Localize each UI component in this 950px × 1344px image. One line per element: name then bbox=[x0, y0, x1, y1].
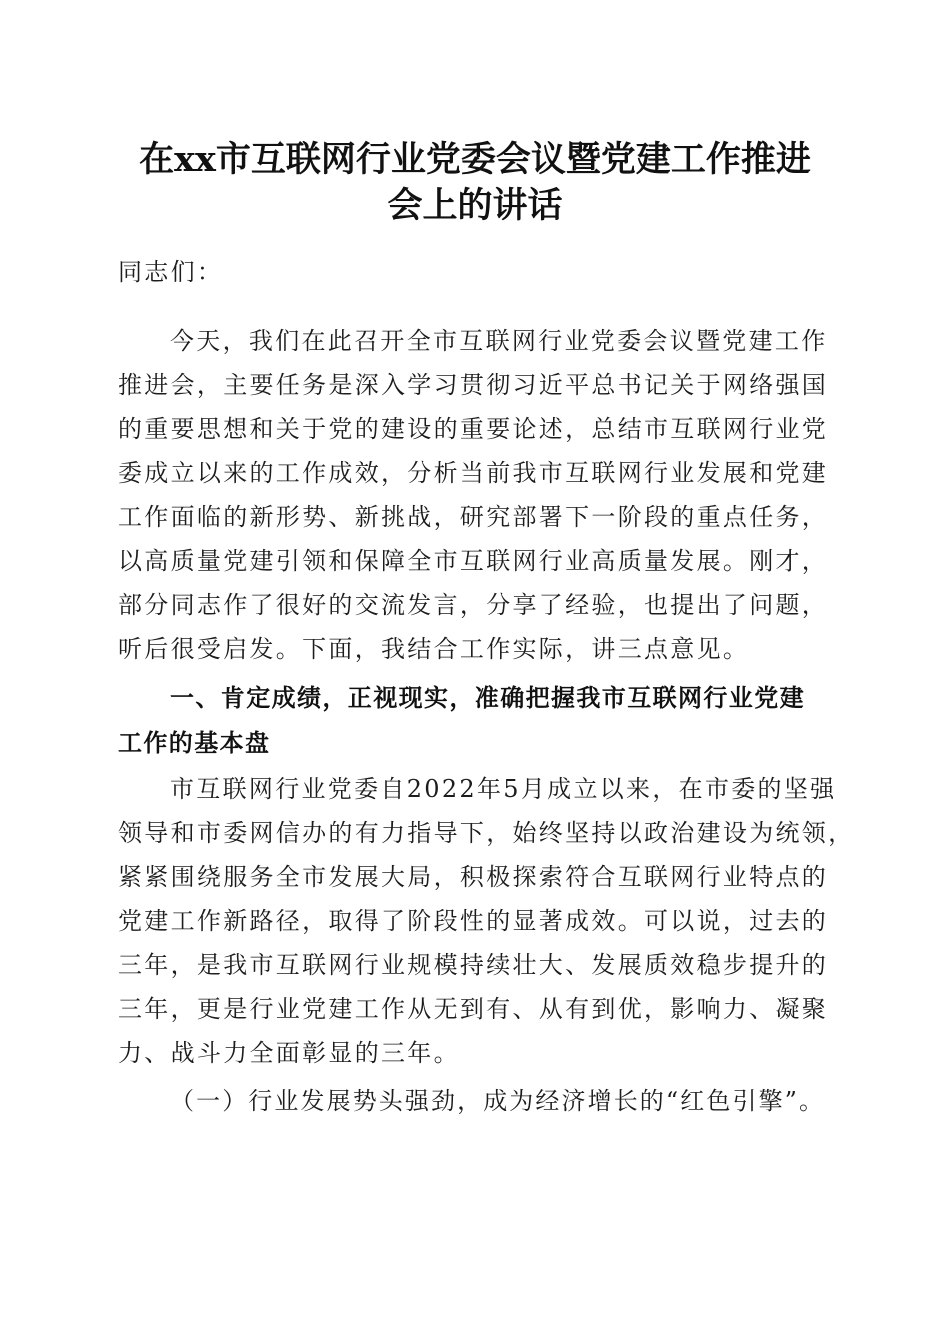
intro-paragraph-line: 今天，我们在此召开全市互联网行业党委会议暨党建工作 bbox=[170, 327, 828, 355]
section-paragraph-line: 三年，是我市互联网行业规模持续壮大、发展质效稳步提升的 bbox=[118, 951, 829, 979]
section-paragraph-line: 力、战斗力全面彰显的三年。 bbox=[118, 1039, 460, 1067]
document-title-line-2: 会上的讲话 bbox=[387, 185, 563, 226]
section-paragraph-line: 三年，更是行业党建工作从无到有、从有到优，影响力、凝聚 bbox=[118, 995, 829, 1023]
intro-paragraph-line: 听后很受启发。下面，我结合工作实际，讲三点意见。 bbox=[118, 635, 750, 663]
subsection-heading: （一）行业发展势头强劲，成为经济增长的“红色引擎”。 bbox=[170, 1087, 826, 1115]
salutation: 同志们： bbox=[118, 258, 224, 286]
document-title-line-1: 在xx市互联网行业党委会议暨党建工作推进 bbox=[139, 139, 811, 180]
intro-paragraph-line: 推进会，主要任务是深入学习贯彻习近平总书记关于网络强国 bbox=[118, 371, 829, 399]
section-heading-line-2: 工作的基本盘 bbox=[118, 729, 271, 757]
intro-paragraph-line: 委成立以来的工作成效，分析当前我市互联网行业发展和党建 bbox=[118, 459, 829, 487]
section-heading-line-1: 一、肯定成绩，正视现实，准确把握我市互联网行业党建 bbox=[170, 684, 805, 712]
intro-paragraph-line: 以高质量党建引领和保障全市互联网行业高质量发展。刚才， bbox=[118, 547, 829, 575]
intro-paragraph-line: 工作面临的新形势、新挑战，研究部署下一阶段的重点任务， bbox=[118, 503, 829, 531]
intro-paragraph-line: 的重要思想和关于党的建设的重要论述，总结市互联网行业党 bbox=[118, 415, 829, 443]
section-paragraph-line: 党建工作新路径，取得了阶段性的显著成效。可以说，过去的 bbox=[118, 907, 829, 935]
section-paragraph-line: 市互联网行业党委自2022年5月成立以来，在市委的坚强 bbox=[170, 775, 837, 803]
intro-paragraph-line: 部分同志作了很好的交流发言，分享了经验，也提出了问题， bbox=[118, 591, 829, 619]
section-paragraph-line: 紧紧围绕服务全市发展大局，积极探索符合互联网行业特点的 bbox=[118, 863, 829, 891]
section-paragraph-line: 领导和市委网信办的有力指导下，始终坚持以政治建设为统领， bbox=[118, 819, 855, 847]
